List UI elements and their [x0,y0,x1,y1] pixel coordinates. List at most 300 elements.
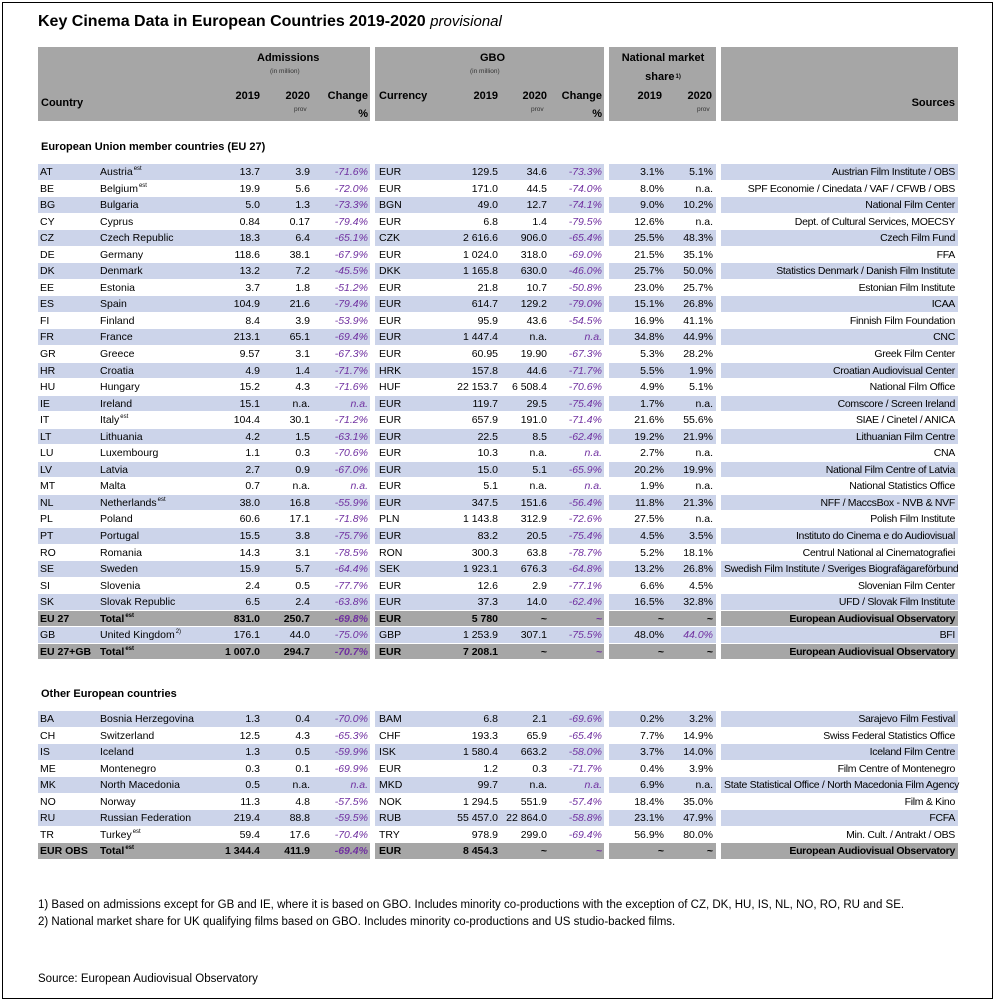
cell-gbo-change: n.a. [584,331,602,344]
cell-adm-2020: 294.7 [283,645,310,658]
country-superscript: est [125,845,134,852]
cell-gbo-2020: 44.6 [526,364,547,377]
cell-gbo-2020: n.a. [529,480,547,493]
cell-code: EU 27 [40,612,70,625]
cell-adm-change: -72.0% [334,182,368,195]
cell-source: Finnish Film Foundation [849,314,955,327]
cell-adm-2019: 19.9 [239,182,260,195]
cell-code: PT [40,530,54,543]
cell-adm-2020: 65.1 [289,331,310,344]
cell-source: FFA [936,248,955,261]
cell-adm-2019: 8.4 [245,314,260,327]
cell-ms-2019: 13.2% [634,563,664,576]
cell-currency: EUR [379,182,402,195]
cell-ms-2020: 21.9% [683,430,713,443]
cell-country-name [100,497,210,509]
cell-adm-2019: 12.5 [239,729,260,742]
cell-adm-2020: 21.6 [289,298,310,311]
cell-ms-2020: ~ [706,612,713,625]
table-row [38,164,958,181]
cell-gbo-2020: 630.0 [520,265,547,278]
cell-gbo-2020: 5.1 [532,463,547,476]
cell-country-name [100,447,210,459]
cell-code: SE [40,563,55,576]
country-name-text: Turkey [100,828,132,841]
cell-gbo-change: -69.6% [568,713,602,725]
cell-ms-2020: 35.0% [683,795,713,808]
cell-gbo-2019: 1 447.4 [462,331,498,344]
cell-gbo-change: -62.4% [568,596,602,609]
cell-ms-2019: 34.8% [634,331,664,344]
cell-gbo-2020: 551.9 [520,795,547,808]
cell-gbo-2019: 21.8 [477,281,498,294]
cell-gbo-2019: 37.3 [477,596,498,609]
cell-currency: CHF [379,729,401,742]
cell-ms-2019: 3.1% [640,166,664,178]
cell-gbo-2019: 1 165.8 [462,265,498,278]
table-row [38,578,958,595]
cell-source: NFF / MaccsBox - NVB & NVF [820,496,955,509]
cell-adm-change: -63.1% [334,430,368,443]
cell-ms-2020: 26.8% [683,298,713,311]
cell-adm-2020: 0.5 [295,579,310,592]
cell-currency: PLN [379,513,400,526]
table-row [38,794,958,811]
country-name-text: Romania [100,546,143,559]
cell-ms-2020: 19.9% [683,463,713,476]
table-row [38,827,958,844]
cell-country-name [100,298,210,310]
header-country: Country [41,97,84,109]
cell-adm-2019: 13.7 [239,166,260,178]
cell-gbo-2019: 1 024.0 [462,248,498,261]
cell-country-name [100,348,210,360]
table-row [38,280,958,297]
cell-ms-2020: 21.3% [683,496,713,509]
cell-adm-change: -65.3% [334,729,368,742]
cell-adm-change: -71.8% [334,513,368,526]
cell-adm-change: -70.7% [334,645,368,658]
cell-adm-change: -51.2% [334,281,368,294]
cell-ms-2019: 25.5% [634,232,664,245]
cell-gbo-change: ~ [595,845,602,858]
cell-ms-2019: 11.8% [635,496,664,509]
header-gbo-unit: (in million) [470,68,500,75]
cell-adm-change: -79.4% [334,215,368,228]
cell-country-name [100,513,210,525]
cell-adm-change: -70.4% [334,828,368,841]
table-row [38,810,958,827]
cell-code: NO [40,795,56,808]
cell-gbo-2020: 10.7 [526,281,547,294]
cell-currency: EUR [379,298,402,311]
country-name-text: Germany [100,248,144,261]
cell-source: National Film Centre of Latvia [825,463,955,476]
cell-source: European Audiovisual Observatory [789,645,955,658]
cell-country-name [100,646,210,658]
cell-ms-2019: 21.5% [634,248,664,261]
country-name-text: Portugal [100,530,140,543]
cell-ms-2019: 16.5% [634,596,664,609]
cell-gbo-change: -79.0% [568,298,602,311]
cell-adm-2019: 219.4 [233,812,260,825]
cell-gbo-2020: 65.9 [526,729,547,742]
cell-country-name [100,613,210,625]
header-ms-prov: prov [697,106,710,113]
cell-gbo-change: -69.0% [568,248,602,261]
cell-gbo-2020: 906.0 [520,232,547,245]
cell-adm-2020: 1.3 [295,199,310,212]
cell-gbo-2019: 22.5 [477,430,498,443]
cell-adm-2019: 6.5 [245,596,260,609]
cell-adm-change: -71.6% [334,381,368,394]
cell-adm-change: -71.6% [334,166,368,178]
cell-adm-2020: 16.8 [289,496,310,509]
cell-gbo-2019: 8 454.3 [462,845,498,858]
cell-adm-2020: n.a. [292,397,310,410]
cell-adm-2019: 4.2 [245,430,260,443]
table-row [38,396,958,413]
cell-adm-2020: 4.3 [295,381,310,394]
cell-gbo-2020: 14.0 [526,596,547,609]
cell-source: FCFA [929,812,955,825]
cell-gbo-2019: 6.8 [483,713,498,725]
table-row [38,843,958,860]
cell-country-name [100,730,210,742]
cell-adm-change: n.a. [350,480,368,493]
cell-code: BE [40,182,55,195]
cell-adm-change: -73.3% [334,199,368,212]
cell-gbo-change: -74.1% [568,199,602,212]
cell-ms-2020: 32.8% [683,596,713,609]
cell-ms-2020: 44.9% [683,331,713,344]
title-provisional: provisional [430,13,502,30]
cell-adm-2020: 17.1 [289,513,310,526]
cell-country-name [100,265,210,277]
cell-gbo-change: n.a. [584,480,602,493]
country-name-text: Norway [100,795,136,808]
cell-ms-2020: ~ [706,845,713,858]
cell-ms-2019: 6.6% [640,579,664,592]
cell-ms-2019: 7.7% [640,729,664,742]
cell-gbo-change: -50.8% [568,281,602,294]
country-name-text: Italy [100,414,120,427]
header-sources-label: Sources [911,97,955,109]
cell-adm-2019: 176.1 [233,629,260,642]
cell-gbo-change: -75.4% [568,397,602,410]
cell-adm-2019: 4.9 [245,364,260,377]
cell-adm-2020: 0.9 [295,463,310,476]
cell-ms-2019: 5.5% [640,364,664,377]
cell-ms-2019: ~ [657,645,664,658]
cell-ms-2019: ~ [657,612,664,625]
cell-gbo-2019: 5 780 [471,612,498,625]
country-name-text: Estonia [100,281,136,294]
cell-country-name [100,331,210,343]
page-title [38,13,502,31]
country-name-text: Sweden [100,563,138,576]
cell-ms-2020: 35.1% [683,248,713,261]
table-row [38,561,958,578]
cell-ms-2020: ~ [706,645,713,658]
cell-code: MT [40,480,56,493]
cell-source: Czech Film Fund [880,232,955,245]
cell-adm-2019: 118.6 [234,248,260,261]
cell-gbo-change: -71.4% [568,414,602,427]
country-superscript: est [125,645,134,652]
cell-gbo-2019: 6.8 [483,215,498,228]
cell-country-name [100,216,210,228]
cell-source: SIAE / Cinetel / ANICA [855,414,955,427]
cell-ms-2020: n.a. [695,215,713,228]
cell-source: CNA [933,447,955,460]
cell-country-name [100,232,210,244]
table-row [38,644,958,661]
country-name-text: Greece [100,348,135,361]
cell-currency: EUR [379,579,402,592]
cell-ms-2020: 48.3% [683,232,713,245]
header-market-share-label: National market share$^{1)}$ [621,52,705,83]
cell-gbo-change: n.a. [584,779,602,792]
cell-adm-2020: 44.0 [289,629,310,642]
cell-adm-2020: n.a. [292,480,310,493]
cell-code: GR [40,348,56,361]
section-other-title: Other European countries [41,688,177,700]
cell-ms-2020: 10.2% [683,199,713,212]
header-currency: Currency [379,90,428,102]
cell-code: LT [40,430,52,443]
cell-country-name [100,431,210,443]
country-superscript: est [132,828,141,835]
cell-ms-2019: 0.2% [640,713,664,725]
cell-gbo-2020: 6 508.4 [511,381,547,394]
cell-gbo-2019: 614.7 [471,298,498,311]
cell-gbo-2019: 978.9 [471,828,498,841]
cell-gbo-2020: 22 864.0 [506,812,547,825]
cell-country-name [100,746,210,758]
cell-currency: EUR [379,447,402,460]
source-line: Source: European Audiovisual Observatory [38,973,258,985]
cell-adm-change: -71.2% [334,414,368,427]
header-ms-2019: 2019 [637,90,662,102]
country-name-text: North Macedonia [100,779,180,792]
cell-gbo-2020: 129.2 [520,298,547,311]
cell-adm-change: -64.4% [334,563,368,576]
cell-gbo-change: -71.7% [568,762,602,775]
cell-gbo-change: -57.4% [568,795,602,808]
cell-gbo-2020: ~ [540,612,547,625]
cell-adm-2019: 1.3 [245,713,260,725]
cell-source: Estonian Film Institute [858,281,955,294]
cell-gbo-2020: 191.0 [520,414,547,427]
cell-code: CZ [40,232,54,245]
table-row [38,761,958,778]
cell-source: UFD / Slovak Film Institute [838,596,955,609]
cell-currency: DKK [379,265,401,278]
country-name-text: Bulgaria [100,199,139,212]
cell-adm-change: -55.9% [334,496,368,509]
cell-adm-2019: 38.0 [239,496,260,509]
country-superscript: est [120,414,129,421]
cell-currency: EUR [379,496,402,509]
cell-gbo-change: n.a. [584,447,602,460]
country-name-text: Luxembourg [100,447,159,460]
cell-gbo-2019: 55 457.0 [457,812,498,825]
cell-adm-2019: 3.7 [245,281,260,294]
cell-country-name [100,563,210,575]
cell-currency: BGN [379,199,402,212]
other-table-body [38,711,958,860]
header-adm-2020: 2020 [285,90,310,102]
cell-source: BFI [939,629,955,642]
cell-gbo-change: -58.8% [568,812,602,825]
cell-gbo-change: ~ [595,612,602,625]
cell-gbo-2020: 151.6 [520,496,547,509]
cell-source: Sarajevo Film Festival [858,713,955,725]
cell-adm-change: -71.7% [334,364,368,377]
cell-ms-2020: 47.9% [683,812,713,825]
cell-code: LV [40,463,53,476]
cell-code: RU [40,812,56,825]
cell-ms-2019: 1.9% [640,480,664,493]
table-row [38,296,958,313]
cell-currency: RON [379,546,403,559]
cell-currency: EUR [379,397,402,410]
cell-gbo-change: -62.4% [568,430,602,443]
cell-ms-2020: 14.0% [683,746,713,759]
cell-source: State Statistical Office / North Macedonia Film Agency [724,779,960,792]
cell-source: Statistics Denmark / Danish Film Institute [776,265,955,278]
cell-ms-2020: 5.1% [689,166,713,178]
cell-country-name [100,166,210,178]
cell-code: IS [40,746,50,759]
cell-country-name [100,829,210,841]
cell-gbo-2020: 307.1 [520,629,547,642]
table-row [38,545,958,562]
cell-adm-2020: 1.8 [295,281,310,294]
cell-gbo-change: -78.7% [568,546,602,559]
cell-currency: EUR [379,215,402,228]
cell-gbo-2020: 19.90 [520,348,547,361]
country-name-text: Hungary [100,381,140,394]
country-name-text: Slovenia [100,579,141,592]
cell-adm-2019: 60.6 [239,513,260,526]
cell-adm-2020: 30.1 [289,414,310,427]
cell-code: SI [40,579,50,592]
cell-adm-2019: 0.84 [239,215,260,228]
cell-adm-2019: 1 007.0 [224,645,260,658]
cell-gbo-2020: 12.7 [526,199,547,212]
cell-code: SK [40,596,55,609]
country-name-text: Total [100,612,125,625]
cell-ms-2020: 55.6% [683,414,713,427]
table-row [38,445,958,462]
cell-gbo-2020: 63.8 [526,546,547,559]
country-name-text: France [100,331,133,344]
cell-adm-change: -69.4% [334,331,368,344]
cell-ms-2020: 25.7% [683,281,713,294]
eu-table-body [38,164,958,660]
cell-code: HR [40,364,56,377]
header-adm-2019: 2019 [235,90,260,102]
cell-adm-2020: 17.6 [289,828,310,841]
table-row [38,263,958,280]
cell-ms-2020: 14.9% [683,729,713,742]
cell-code: EUR OBS [40,845,88,858]
cell-ms-2020: 41.1% [683,314,713,327]
cell-ms-2019: 56.9% [634,828,664,841]
cell-country-name [100,713,210,725]
cell-gbo-2019: 2 616.6 [462,232,498,245]
table-row [38,728,958,745]
cell-gbo-2020: 43.6 [526,314,547,327]
cell-source: Min. Cult. / Antrakt / OBS [846,828,955,841]
cell-gbo-change: -69.4% [568,828,602,841]
cell-currency: EUR [379,845,402,858]
cell-currency: MKD [379,779,403,792]
cell-ms-2019: 3.7% [640,746,664,759]
cell-gbo-change: -74.0% [568,182,602,195]
cell-country-name [100,530,210,542]
cell-adm-2019: 1.3 [245,746,260,759]
cell-adm-change: -69.8% [334,612,368,625]
cell-currency: EUR [379,331,402,344]
country-name-text: Denmark [100,265,143,278]
cell-ms-2019: 25.7% [634,265,664,278]
cell-adm-2019: 213.1 [233,331,260,344]
cell-ms-2019: 18.4% [634,795,664,808]
cell-source: National Film Center [865,199,955,212]
cell-adm-2019: 9.57 [239,348,260,361]
country-name-text: Czech Republic [100,232,174,245]
cell-country-name [100,480,210,492]
cell-ms-2020: 44.0% [683,629,713,642]
cell-adm-2020: 0.5 [295,746,310,759]
cell-gbo-2019: 193.3 [471,729,498,742]
cell-gbo-2019: 1 923.1 [462,563,498,576]
cell-ms-2020: n.a. [695,513,713,526]
cell-ms-2019: 9.0% [640,199,664,212]
cell-adm-2019: 0.3 [245,762,260,775]
cell-code: FI [40,314,50,327]
cell-gbo-change: -54.5% [568,314,602,327]
cell-ms-2020: 3.9% [689,762,713,775]
table-row [38,429,958,446]
cell-country-name [100,596,210,608]
cell-source: SPF Economie / Cinedata / VAF / CFWB / OBS [747,182,955,195]
cell-gbo-2020: 44.5 [526,182,547,195]
cell-adm-change: -59.9% [334,746,368,759]
cell-gbo-change: -75.4% [568,530,602,543]
table-row [38,711,958,728]
cell-currency: TRY [379,828,400,841]
cell-gbo-change: -65.4% [568,232,602,245]
cell-country-name [100,381,210,393]
header-gbo-2020: 2020 [522,90,547,102]
cell-adm-change: -67.3% [334,348,368,361]
cell-code: NL [40,496,54,509]
cell-adm-change: -53.9% [334,314,368,327]
cell-ms-2020: 18.1% [683,546,713,559]
country-superscript: est [133,166,142,172]
cell-gbo-change: -70.6% [568,381,602,394]
cell-adm-change: -67.9% [334,248,368,261]
table-row [38,313,958,330]
cell-currency: EUR [379,596,402,609]
cell-adm-2019: 1.1 [245,447,260,460]
cell-country-name [100,629,210,641]
country-name-text: Ireland [100,397,133,410]
